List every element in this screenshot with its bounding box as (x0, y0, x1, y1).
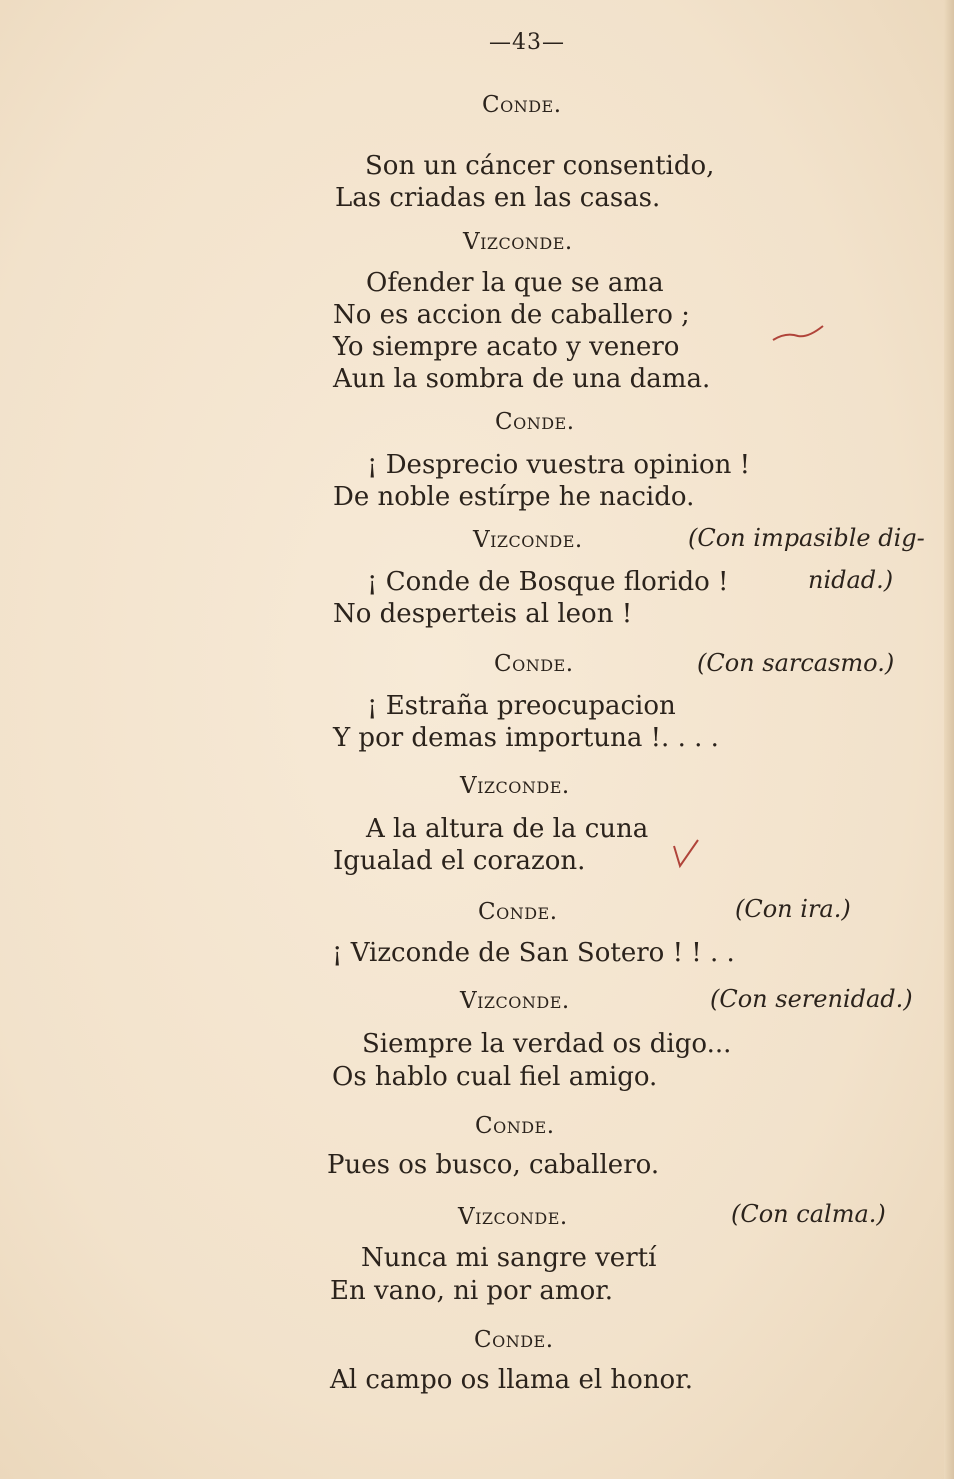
verse-line: Las criadas en las casas. (335, 183, 661, 213)
speaker-name: Conde. (494, 651, 574, 677)
verse-line: Pues os busco, caballero. (327, 1150, 660, 1180)
stage-direction: (Con impasible dig- (688, 524, 925, 552)
speaker-name: Conde. (482, 92, 562, 118)
verse-line: ¡ Estraña preocupacion (367, 691, 676, 721)
verse-line: De noble estírpe he nacido. (333, 482, 695, 512)
stage-direction: (Con sarcasmo.) (697, 649, 895, 677)
speaker-name: Vizconde. (463, 229, 573, 255)
verse-line: ¡ Conde de Bosque florido ! (367, 567, 729, 597)
verse-line: A la altura de la cuna (366, 814, 649, 844)
verse-line: Yo siempre acato y venero (333, 332, 680, 362)
verse-line: Igualad el corazon. (333, 846, 586, 876)
speaker-name: Vizconde. (460, 988, 570, 1014)
page-number: —43— (489, 30, 565, 55)
verse-line: Y por demas importuna !. . . . (333, 723, 719, 753)
verse-line: Os hablo cual fiel amigo. (332, 1062, 658, 1092)
speaker-name: Vizconde. (473, 527, 583, 553)
page-edge (944, 0, 954, 1479)
stage-direction: (Con calma.) (731, 1200, 886, 1228)
speaker-name: Vizconde. (458, 1204, 568, 1230)
stage-direction: (Con serenidad.) (710, 985, 913, 1013)
stage-direction: nidad.) (808, 566, 894, 594)
speaker-name: Vizconde. (460, 773, 570, 799)
pencil-check-mark (668, 836, 704, 872)
speaker-name: Conde. (475, 1113, 555, 1139)
speaker-name: Conde. (495, 409, 575, 435)
speaker-name: Conde. (474, 1327, 554, 1353)
verse-line: ¡ Desprecio vuestra opinion ! (367, 450, 751, 480)
verse-line: Son un cáncer consentido, (365, 151, 715, 181)
verse-line: Nunca mi sangre vertí (361, 1243, 657, 1273)
verse-line: ¡ Vizconde de San Sotero ! ! . . (332, 938, 735, 968)
verse-line: Ofender la que se ama (366, 268, 664, 298)
verse-line: En vano, ni por amor. (330, 1276, 614, 1306)
verse-line: Al campo os llama el honor. (330, 1365, 694, 1395)
verse-line: No desperteis al leon ! (333, 599, 633, 629)
verse-line: No es accion de caballero ; (333, 300, 690, 330)
pencil-check-mark (768, 318, 828, 348)
verse-line: Siempre la verdad os digo... (362, 1029, 732, 1059)
stage-direction: (Con ira.) (735, 895, 851, 923)
speaker-name: Conde. (478, 899, 558, 925)
verse-line: Aun la sombra de una dama. (333, 364, 711, 394)
